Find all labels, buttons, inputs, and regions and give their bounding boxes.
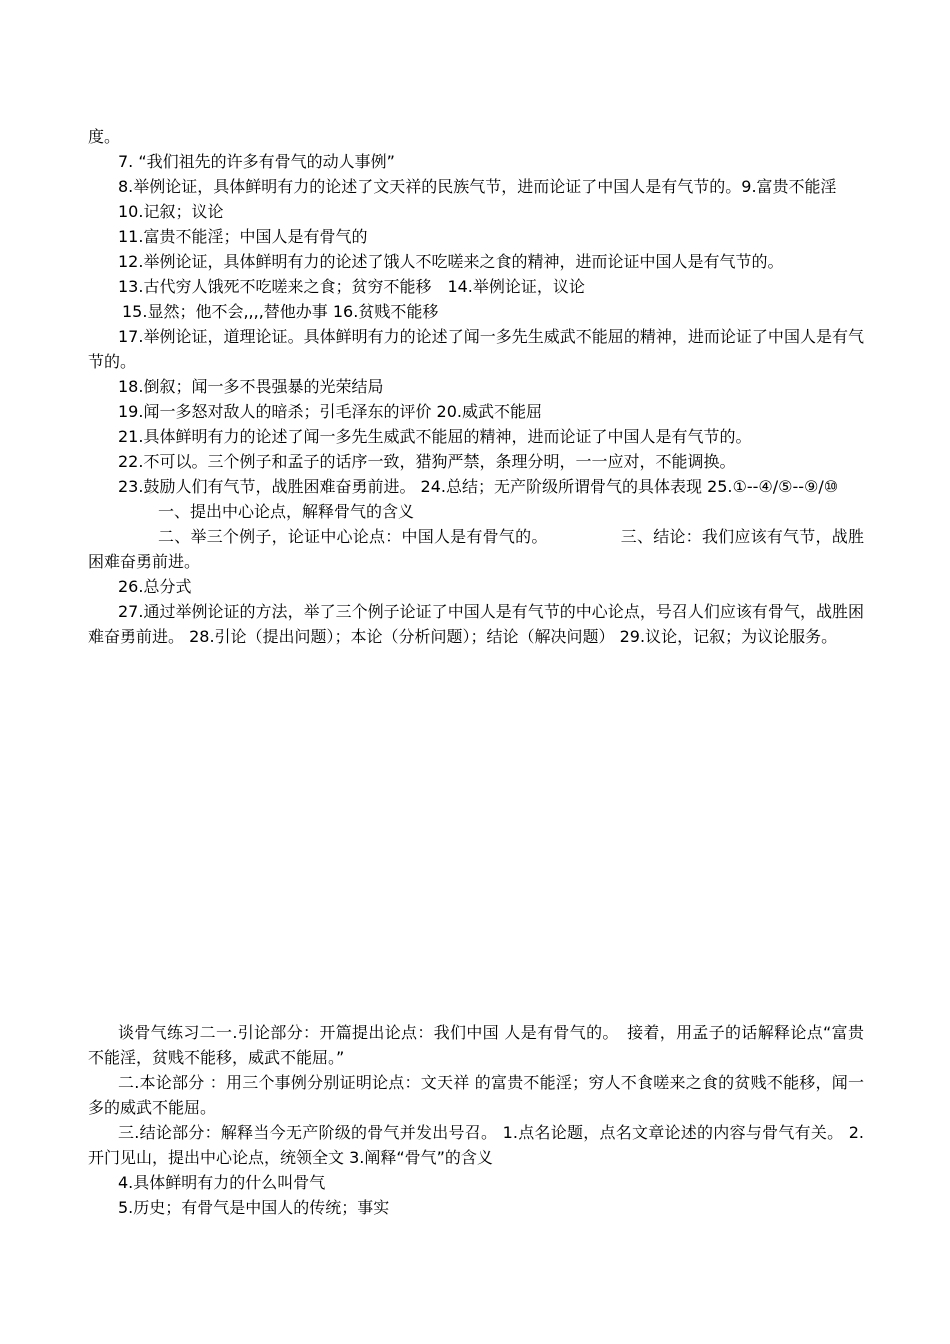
text-line: 三.结论部分：解释当今无产阶级的骨气并发出号召。 1.点名论题，点名文章论述的内容与骨气有关。 2.开门见山，提出中心论点，统领全文 3.阐释“骨气”的含义: [88, 1123, 864, 1167]
text-line: 19.闻一多怒对敌人的暗杀；引毛泽东的评价 20.威武不能屈: [118, 402, 542, 421]
text-line: 10.记叙；议论: [118, 202, 224, 221]
text-line: 二、举三个例子，论证中心论点：中国人是有骨气的。 三、结论：我们应该有气节，战胜困难奋勇前进。: [88, 527, 864, 571]
document-page: [88, 0, 864, 1344]
text-line: 13.古代穷人饿死不吃嗟来之食；贫穷不能移 14.举例论证，议论: [118, 277, 585, 296]
text-line: 17.举例论证，道理论证。具体鲜明有力的论述了闻一多先生威武不能屈的精神，进而论证了中国人是有气节的。: [88, 327, 864, 371]
text-line: 12.举例论证，具体鲜明有力的论述了饿人不吃嗟来之食的精神，进而论证中国人是有气节的。: [118, 252, 784, 271]
text-line: 26.总分式: [118, 577, 192, 596]
text-line: 二.本论部分 ：用三个事例分别证明论点：文天祥 的富贵不能淫；穷人不食嗟来之食的贫贱不能移，闻一多的威武不能屈。: [88, 1073, 864, 1117]
text-line: 5.历史；有骨气是中国人的传统；事实: [118, 1198, 390, 1217]
text-line: 7. “我们祖先的许多有骨气的动人事例”: [118, 152, 395, 171]
text-line: 21.具体鲜明有力的论述了闻一多先生威武不能屈的精神，进而论证了中国人是有气节的。: [118, 427, 752, 446]
text-line: 度。: [88, 127, 121, 146]
text-line: 8.举例论证，具体鲜明有力的论述了文天祥的民族气节，进而论证了中国人是有气节的。9.富贵不能淫: [118, 177, 837, 196]
text-line: 4.具体鲜明有力的什么叫骨气: [118, 1173, 326, 1192]
answers-block-bottom: [88, 1020, 864, 1220]
text-line: 23.鼓励人们有气节，战胜困难奋勇前进。 24.总结；无产阶级所谓骨气的具体表现 25.①--④/⑤--⑨/⑩: [118, 477, 839, 496]
text-line: 22.不可以。三个例子和孟子的话序一致，猎狗严禁，条理分明，一一应对，不能调换。: [118, 452, 736, 471]
text-line: 18.倒叙；闻一多不畏强暴的光荣结局: [118, 377, 384, 396]
text-line: 15.显然；他不会,,,,替他办事 16.贫贱不能移: [122, 302, 439, 321]
answers-block-top: [88, 124, 864, 649]
text-line: 27.通过举例论证的方法，举了三个例子论证了中国人是有气节的中心论点，号召人们应该有骨气，战胜困难奋勇前进。 28.引论（提出问题）；本论（分析问题）；结论（解决问题） 29.议论，记叙；为议论服务。: [88, 602, 864, 646]
text-line: 11.富贵不能淫；中国人是有骨气的: [118, 227, 368, 246]
text-line: 谈骨气练习二一.引论部分：开篇提出论点：我们中国 人是有骨气的。 接着，用孟子的话解释论点“富贵不能淫，贫贱不能移，威武不能屈。”: [88, 1023, 864, 1067]
text-line: 一、提出中心论点，解释骨气的含义: [158, 502, 415, 521]
